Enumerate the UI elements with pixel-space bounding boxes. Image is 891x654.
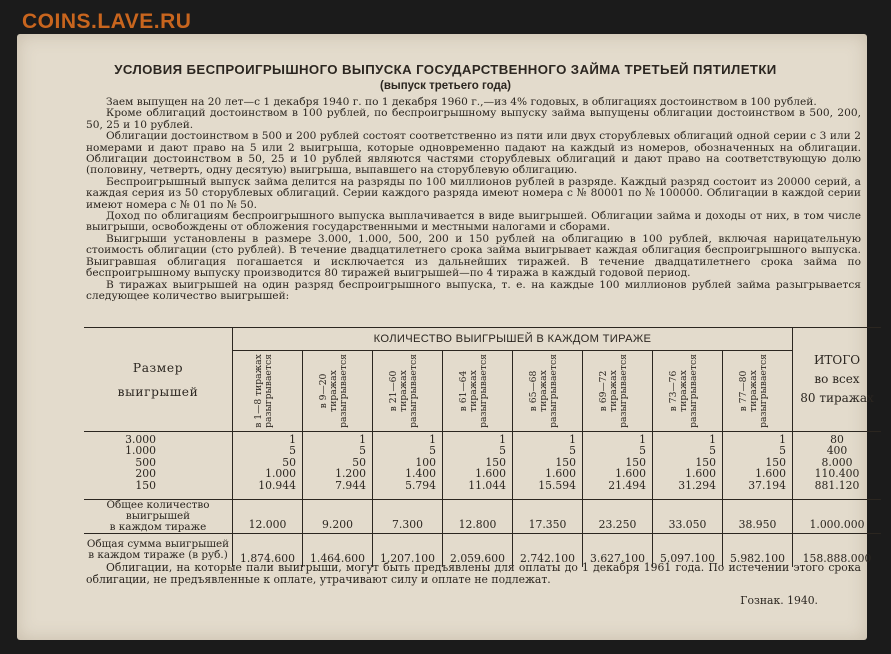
- group-header: КОЛИЧЕСТВО ВЫИГРЫШЕЙ В КАЖДОМ ТИРАЖЕ: [233, 328, 793, 351]
- period-cell: [723, 432, 793, 500]
- prize-count: 1.600: [475, 467, 506, 481]
- draw-sum: 2.742.100: [513, 534, 583, 567]
- paragraph: Заем выпущен на 20 лет—с 1 декабря 1940 г. по 1 декабря 1960 г.,—из 4% годовых, в облигациях достоинством в 100 рублей.: [106, 96, 817, 108]
- prize-count: 5: [499, 444, 506, 458]
- watermark: COINS.LAVE.RU: [22, 10, 192, 33]
- period-cell: [653, 432, 723, 500]
- prize-count: 5: [639, 444, 646, 458]
- period-header: [653, 351, 723, 432]
- prize-count: 1: [639, 433, 646, 446]
- draw-count: 7.300: [373, 500, 443, 534]
- prize-count: 1.200: [335, 467, 366, 481]
- label-line: Общая сумма выигрышей: [86, 538, 230, 551]
- prize-count: 37.194: [748, 478, 786, 492]
- prize-total: 110.400: [814, 467, 860, 481]
- prize-count: 150: [625, 455, 646, 469]
- paragraph: В тиражах выигрышей на один разряд беспроигрышного выпуска, т. е. на каждые 100 миллионов рублей займа разыгрывается следующее количество выигрышей:: [86, 278, 861, 302]
- prize-count: 50: [282, 455, 296, 469]
- prize-count: 1.600: [755, 467, 786, 481]
- prize-count: 11.044: [468, 478, 506, 492]
- prize-count: 50: [352, 455, 366, 469]
- prize-count: 1: [569, 433, 576, 446]
- totals-cell: [793, 432, 882, 500]
- prize-count: 150: [555, 455, 576, 469]
- prize-count: 150: [695, 455, 716, 469]
- label-line: Общее количество выигрышей: [106, 499, 210, 522]
- period-label: в 21—60 тиражах разыгрывается: [388, 354, 419, 428]
- draw-sum: 2.059.600: [443, 534, 513, 567]
- draw-count: 33.050: [653, 500, 723, 534]
- prize-count: 1: [709, 433, 716, 446]
- draw-sum: 1.874.600: [233, 534, 303, 567]
- printer-imprint: Гознак. 1940.: [740, 594, 818, 607]
- period-header: [583, 351, 653, 432]
- period-label: в 61—64 тиражах разыгрывается: [458, 354, 489, 428]
- prize-count: 5: [289, 444, 296, 458]
- prize-size: 200: [135, 467, 156, 481]
- label-line: в каждом тираже (в руб.): [88, 549, 228, 562]
- prize-total: 80: [830, 433, 844, 446]
- period-cell: [513, 432, 583, 500]
- period-cell: [583, 432, 653, 500]
- prize-count: 1.000: [265, 467, 296, 481]
- period-label: в 69—72 тиражах разыгрывается: [598, 354, 629, 428]
- prize-count: 100: [415, 455, 436, 469]
- paragraph: Облигации достоинством в 500 и 200 рублей состоят соответственно из пяти или двух сторублевых облигаций одной серии с 3 или 2 номерами и дают право на 5 или 2 выигрыша, которые одновременно падают на каждый из номеров, обозначенных на облигации. Облигации достоинством в 50, 25 и 10 рублей являются частями сторублевых облигаций и дают право на соответствующую долю (половину, четверть, одну десятую) выигрыша, выпавшего на сторублевую облигацию.: [86, 130, 861, 177]
- prize-count: 1.400: [405, 467, 436, 481]
- period-cell: [373, 432, 443, 500]
- prize-table: [84, 327, 881, 567]
- paragraph: Облигации, на которые пали выигрыши, могут быть предъявлены для оплаты до 1 декабря 1961 года. По истечении этого срока облигации, не предъявленные к оплате, утрачивают силу и оплате не подлежат.: [86, 561, 861, 586]
- period-header: [373, 351, 443, 432]
- prize-count: 150: [765, 455, 786, 469]
- prize-sizes-cell: [84, 432, 233, 500]
- paragraph: Выигрыши установлены в размере 3.000, 1.000, 500, 200 и 150 рублей на облигацию в 100 рублей, включая нарицательную стоимость облигации (сто рублей). В течение двадцатилетнего срока займа выигрывает каждая облигация беспроигрышного выпуска. Выигравшая облигация погашается и исключается из дальнейших тиражей. В течение двадцатилетнего срока займа по беспроигрышному выпуску производится 80 тиражей выигрышей—по 4 тиража в каждый годовой период.: [86, 232, 861, 280]
- period-cell: [443, 432, 513, 500]
- prize-count: 1.600: [545, 467, 576, 481]
- period-label: в 73—76 тиражах разыгрывается: [668, 354, 699, 428]
- prize-count: 5: [779, 444, 786, 458]
- prize-size: 1.000: [125, 444, 156, 458]
- document-subtitle: (выпуск третьего года): [379, 80, 511, 92]
- draw-sum: 3.627.100: [583, 534, 653, 567]
- period-header: [513, 351, 583, 432]
- period-label: в 65—68 тиражах разыгрывается: [528, 354, 559, 428]
- period-label: в 1—8 тиражах разыгрывается: [253, 354, 274, 428]
- prize-count: 1: [289, 433, 296, 446]
- prize-count: 5: [569, 444, 576, 458]
- prize-total: 881.120: [814, 478, 860, 492]
- paragraph: Доход по облигациям беспроигрышного выпуска выплачивается в виде выигрышей. Облигации займа и доходы от них, в том числе выигрыши, освобождены от обложения государственными и местными налогами и сборами.: [86, 210, 861, 234]
- paragraph: Беспроигрышный выпуск займа делится на разряды по 100 миллионов рублей в разряде. Каждый разряд состоит из 20000 серий, а каждая серия из 50 сторублевых облигаций. Серии каждого разряда имеют номера с № 80001 по № 100000. Облигации в каждой серии имеют номера с № 01 по № 50.: [86, 175, 861, 211]
- prize-count: 1: [429, 433, 436, 446]
- draw-count: 12.000: [233, 500, 303, 534]
- prize-count: 5: [359, 444, 366, 458]
- size-header-line: выигрышей: [117, 384, 199, 399]
- period-cell: [233, 432, 303, 500]
- conditions-text: [86, 97, 861, 302]
- total-header-line: ИТОГО: [813, 353, 861, 367]
- period-header: [233, 351, 303, 432]
- redemption-note: [86, 562, 861, 586]
- prize-size: 150: [135, 478, 156, 492]
- count-total: 1.000.000: [793, 500, 882, 534]
- prize-count: 1: [499, 433, 506, 446]
- prize-count: 1: [359, 433, 366, 446]
- draw-sum: 1.207.100: [373, 534, 443, 567]
- period-header: [443, 351, 513, 432]
- draw-count: 23.250: [583, 500, 653, 534]
- draw-sum: 5.097.100: [653, 534, 723, 567]
- count-row-label: [84, 500, 233, 534]
- period-label: в 77—80 тиражах разыгрывается: [738, 354, 769, 428]
- paragraph: Кроме облигаций достоинством в 100 рублей, по беспроигрышному выпуску займа выпущены облигации достоинством в 500, 200, 50, 25 и 10 рублей.: [86, 107, 861, 131]
- label-line: в каждом тираже: [109, 521, 207, 533]
- prize-size: 500: [135, 455, 156, 469]
- total-header-line: 80 тиражах: [800, 391, 874, 405]
- size-header: [84, 328, 233, 432]
- prize-count: 5.794: [405, 478, 436, 492]
- prize-count: 5: [709, 444, 716, 458]
- total-header-line: во всех: [814, 372, 860, 386]
- prize-count: 1: [779, 433, 786, 446]
- draw-count: 17.350: [513, 500, 583, 534]
- period-cell: [303, 432, 373, 500]
- document-title: УСЛОВИЯ БЕСПРОИГРЫШНОГО ВЫПУСКА ГОСУДАРСТВЕННОГО ЗАЙМА ТРЕТЬЕЙ ПЯТИЛЕТКИ: [114, 62, 777, 77]
- size-header-line: Размер: [132, 360, 184, 375]
- prize-count: 10.944: [258, 478, 296, 492]
- prize-count: 15.594: [538, 478, 576, 492]
- draw-count: 9.200: [303, 500, 373, 534]
- draw-sum: 1.464.600: [303, 534, 373, 567]
- prize-count: 150: [485, 455, 506, 469]
- draw-sum: 5.982.100: [723, 534, 793, 567]
- total-header: [793, 328, 882, 432]
- prize-count: 5: [429, 444, 436, 458]
- prize-count: 21.494: [608, 478, 646, 492]
- prize-count: 1.600: [615, 467, 646, 481]
- prize-total: 400: [826, 444, 848, 458]
- prize-total: 8.000: [821, 455, 853, 469]
- draw-count: 12.800: [443, 500, 513, 534]
- prize-count: 1.600: [685, 467, 716, 481]
- period-header: [303, 351, 373, 432]
- period-label: в 9—20 тиражах разыгрывается: [318, 354, 349, 428]
- prize-count: 7.944: [335, 478, 366, 492]
- prize-size: 3.000: [125, 433, 156, 446]
- sum-total: 158.888.000: [793, 534, 882, 567]
- prize-count: 31.294: [678, 478, 716, 492]
- draw-count: 38.950: [723, 500, 793, 534]
- period-header: [723, 351, 793, 432]
